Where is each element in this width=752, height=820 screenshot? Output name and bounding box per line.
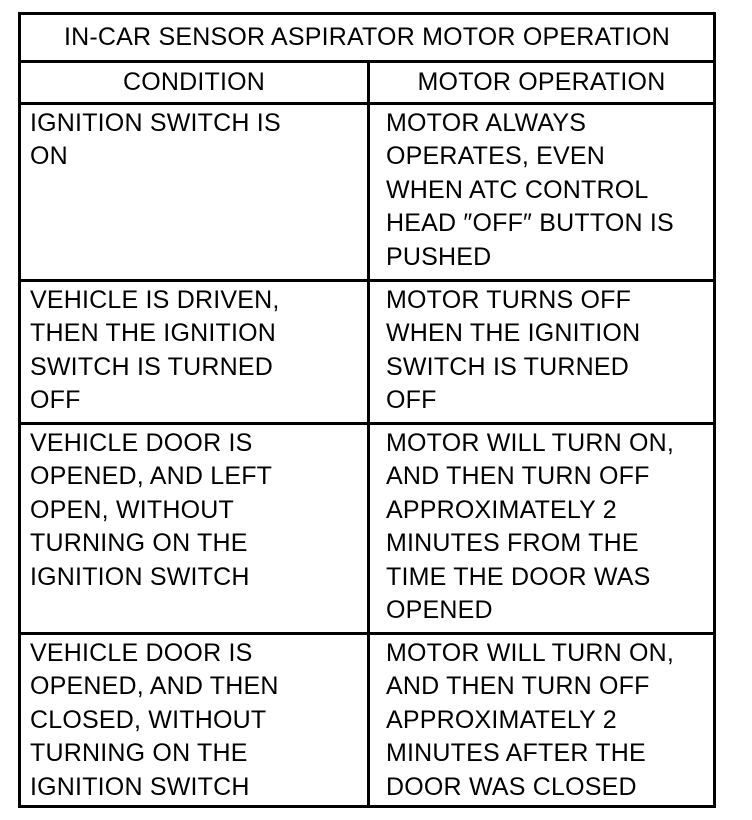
header-condition: CONDITION bbox=[21, 63, 370, 102]
motor-operation-cell: MOTOR TURNS OFF WHEN THE IGNITION SWITCH IS TURNED OFF bbox=[386, 286, 641, 415]
table-row bbox=[21, 105, 713, 282]
condition-cell: VEHICLE IS DRIVEN, THEN THE IGNITION SWITCH IS TURNED OFF bbox=[21, 282, 370, 422]
motor-operation-cell: MOTOR WILL TURN ON, AND THEN TURN OFF APPROXIMATELY 2 MINUTES FROM THE TIME THE DOOR WAS OPENED bbox=[386, 429, 675, 625]
operation-table bbox=[18, 12, 716, 808]
motor-operation-cell: MOTOR WILL TURN ON, AND THEN TURN OFF APPROXIMATELY 2 MINUTES AFTER THE DOOR WAS CLOSED bbox=[386, 639, 675, 801]
condition-cell: IGNITION SWITCH IS ON bbox=[21, 105, 370, 279]
table-title: IN-CAR SENSOR ASPIRATOR MOTOR OPERATION bbox=[21, 15, 713, 63]
condition-cell: VEHICLE DOOR IS OPENED, AND LEFT OPEN, WITHOUT TURNING ON THE IGNITION SWITCH bbox=[21, 425, 370, 632]
table-row bbox=[21, 425, 713, 635]
table-header-row bbox=[21, 63, 713, 105]
condition-cell: VEHICLE DOOR IS OPENED, AND THEN CLOSED, WITHOUT TURNING ON THE IGNITION SWITCH bbox=[21, 635, 370, 805]
table-row bbox=[21, 635, 713, 805]
table-row bbox=[21, 282, 713, 425]
header-motor-operation: MOTOR OPERATION bbox=[417, 68, 666, 96]
motor-operation-cell: MOTOR ALWAYS OPERATES, EVEN WHEN ATC CONTROL HEAD ″OFF″ BUTTON IS PUSHED bbox=[386, 109, 674, 271]
